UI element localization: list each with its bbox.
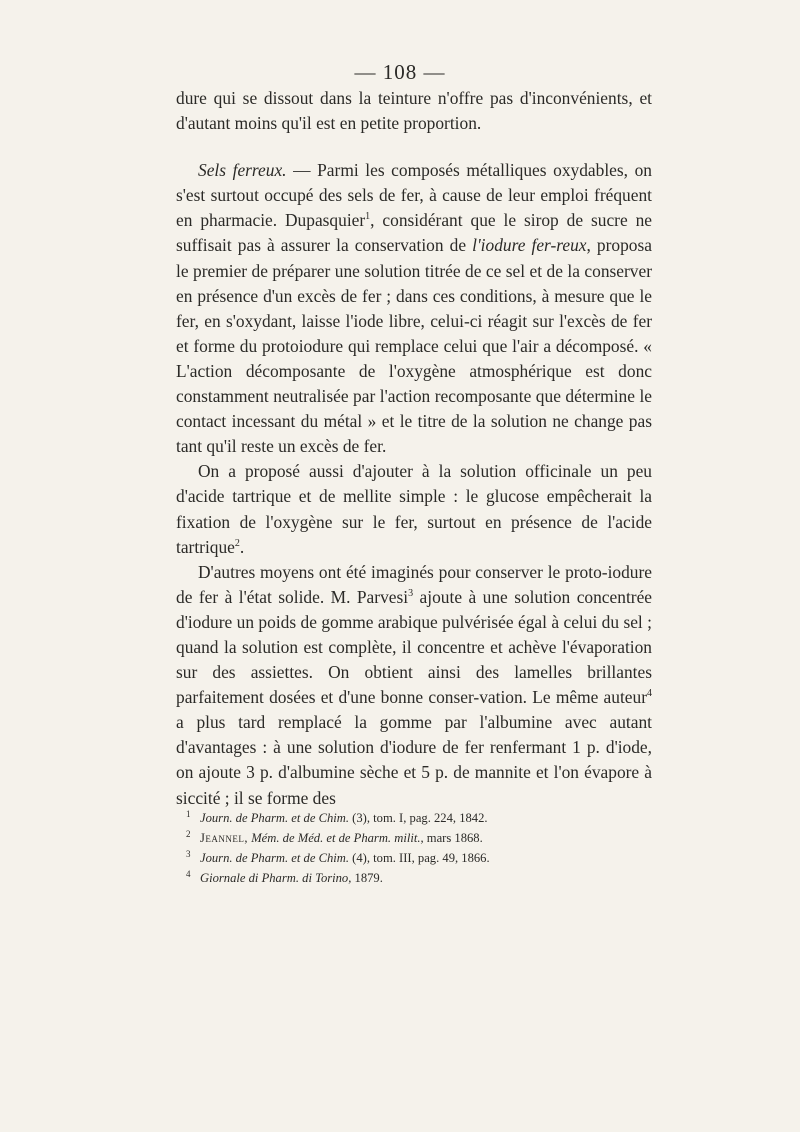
footnote-detail: 1879.	[351, 871, 383, 885]
footnote-source: Journ. de Pharm. et de Chim.	[200, 811, 350, 825]
footnote-ref-2[interactable]: 2	[234, 537, 240, 549]
paragraph-4-text-b: ajoute à une solution concentrée d'iodure un poids de gomme arabique pulvérisée égal à celui du sel ; quand la solution est complète, il concentre et achève l'évaporation sur des assiettes. On obtient ainsi des lamelles brillantes parfaitement dosées et d'une bonne conser-vation. Le même auteur	[176, 586, 653, 708]
footnote-author: Jeannel,	[200, 831, 249, 845]
paragraph-2-text-c: , proposa le premier de préparer une solution titrée de ce sel et de la conserver en présence d'un excès de fer ; dans ces conditions, à mesure que le fer, en s'oxydant, laisse l'iode libre, celui-ci réagit sur l'excès de fer et forme du protoiodure qui remplace celui que l'air a décomposé. « L'action décomposante de l'oxygène atmosphérique est donc constamment neutralisée par l'action recomposante que détermine le contact incessant du métal » et le titre de la solution ne change pas tant qu'il reste un excès de fer.	[176, 235, 652, 457]
paragraph-1	[176, 86, 652, 136]
body-text	[176, 86, 652, 811]
paragraph-4-text-c: a plus tard remplacé la gomme par l'albumine avec autant d'avantages : à une solution d'iodure de fer renfermant 1 p. d'iode, on ajoute 3 p. d'albumine sèche et 5 p. de mannite et l'on évapore à siccité ; il se forme des	[176, 712, 652, 808]
footnote-detail: (3), tom. I, pag. 224, 1842.	[349, 811, 488, 825]
section-heading-sels-ferreux: Sels ferreux.	[198, 160, 287, 181]
paragraph-1-text: dure qui se dissout dans la teinture n'offre pas d'inconvénients, et d'autant moins qu'il est en petite proportion.	[176, 88, 652, 134]
footnote-ref-1[interactable]: 1	[365, 211, 371, 223]
paragraph-2-text-b: , considérant que le sirop de sucre ne suffisait pas à assurer la conservation de	[176, 210, 652, 256]
term-iodure-ferreux: l'iodure fer-reux	[472, 235, 587, 256]
footnote-1: 1 Journ. de Pharm. et de Chim. (3), tom. I, pag. 224, 1842.	[186, 808, 488, 825]
paragraph-4-text-a: D'autres moyens ont été imaginés pour conserver le proto-iodure de fer à l'état solide. M. Parvesi	[176, 561, 652, 607]
paragraph-2	[176, 158, 652, 459]
paragraph-3	[176, 459, 652, 559]
footnote-source: Journ. de Pharm. et de Chim.	[200, 851, 350, 865]
footnote-detail: (4), tom. III, pag. 49, 1866.	[349, 851, 490, 865]
paragraph-3-text-b: .	[239, 536, 245, 557]
page-number: — 108 —	[354, 60, 446, 84]
paragraph-4	[176, 560, 652, 811]
footnote-source: Mém. de Méd. et de Pharm. milit.,	[248, 831, 424, 845]
footnote-3: 3 Journ. de Pharm. et de Chim. (4), tom. III, pag. 49, 1866.	[186, 848, 490, 865]
footnote-detail: mars 1868.	[423, 831, 483, 845]
paragraph-2-text-a: — Parmi les composés métalliques oxydables, on s'est surtout occupé des sels de fer, à cause de leur emploi fréquent en pharmacie. Dupasquier	[176, 160, 652, 231]
footnotes	[186, 808, 652, 888]
footnote-ref-4[interactable]: 4	[647, 688, 652, 700]
footnote-ref-3[interactable]: 3	[408, 587, 414, 599]
paragraph-3-text-a: On a proposé aussi d'ajouter à la solution officinale un peu d'acide tartrique et de mellite simple : le glucose empêcherait la fixation de l'oxygène sur le fer, surtout en présence de l'acide tartrique	[176, 461, 652, 557]
footnote-2: 2 Jeannel, Mém. de Méd. et de Pharm. milit., mars 1868.	[186, 828, 483, 845]
footnote-4: 4 Giornale di Pharm. di Torino, 1879.	[186, 868, 383, 885]
footnote-source: Giornale di Pharm. di Torino,	[200, 871, 352, 885]
